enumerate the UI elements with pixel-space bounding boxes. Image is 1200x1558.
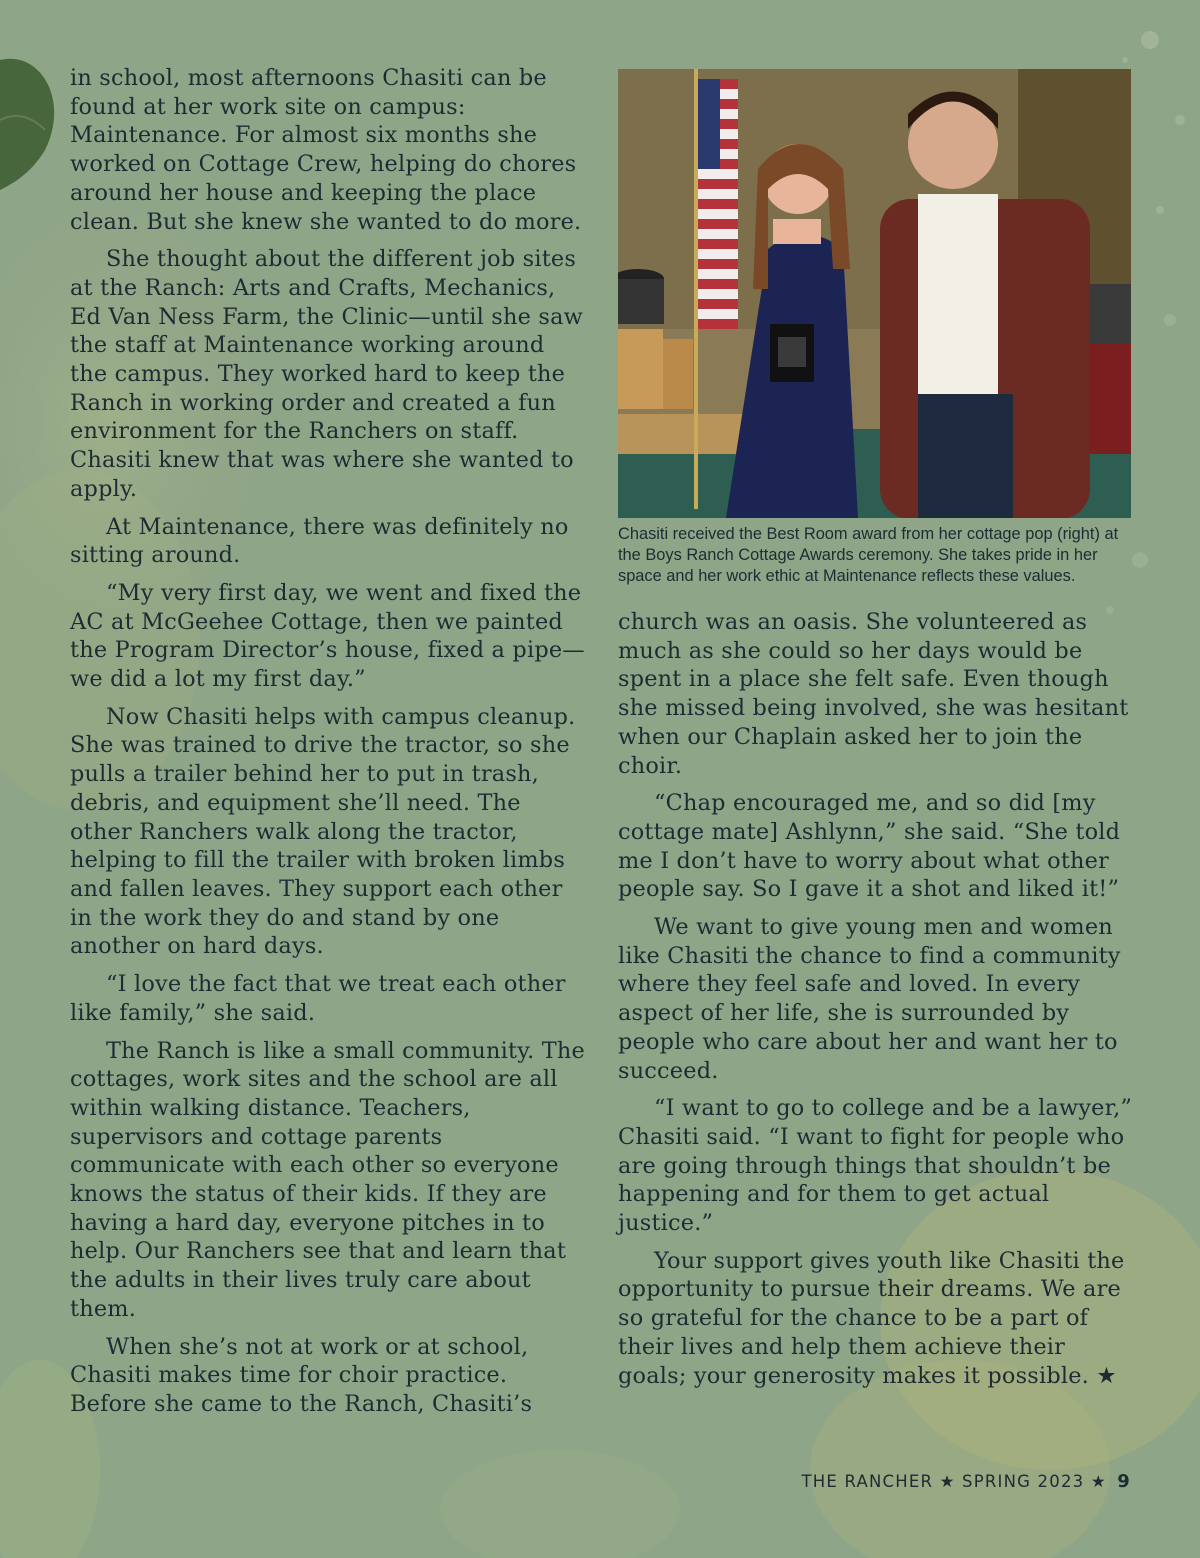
paragraph: At Maintenance, there was definitely no sitting around. (70, 513, 569, 569)
issue-label: SPRING 2023 (962, 1472, 1085, 1491)
paragraph: in school, most afternoons Chasiti can be found at her work site on campus: Maintenance. For almost six months she worked on Cottage Crew, helping do chores around her house and keeping the place clean. But she knew she wanted to do more. (70, 65, 582, 235)
paragraph-final (618, 1247, 1133, 1391)
page-footer (800, 1471, 1131, 1492)
photo-caption: Chasiti received the Best Room award from her cottage pop (right) at the Boys Ranch Cottage Awards ceremony. She takes pride in her space and her work ethic at Maintenance reflects these values. (618, 525, 1119, 585)
paragraph: “I love the fact that we treat each other like family,” she said. (70, 971, 566, 1026)
publication-name: THE RANCHER (801, 1472, 934, 1491)
paragraph: church was an oasis. She volunteered as much as she could so her days would be spent in a place she felt safe. Even though she missed being involved, she was hesitant when our Chaplain asked her to join the choir. (618, 609, 1129, 779)
paragraph: She thought about the different job sites at the Ranch: Arts and Crafts, Mechanics, Ed Van Ness Farm, the Clinic—until she saw the staff at Maintenance working around the campus. They worked hard to keep the Ranch in working order and created a fun environment for the Ranchers on staff. Chasiti knew that was where she wanted to apply. (70, 246, 583, 502)
star-separator-icon: ★ (1090, 1472, 1107, 1491)
award-photo (618, 69, 1131, 518)
end-star-icon: ★ (1096, 1362, 1117, 1389)
photo-illustration (618, 69, 1131, 518)
paragraph: “My very first day, we went and fixed the AC at McGeehee Cottage, then we painted the Program Director’s house, fixed a pipe—we did a lot my first day.” (70, 579, 585, 693)
paragraph: The Ranch is like a small community. The cottages, work sites and the school are all within walking distance. Teachers, supervisors and cottage parents communicate with each other so everyone knows the status of their kids. If they are having a hard day, everyone pitches in to help. Our Ranchers see that and learn that the adults in their lives truly care about them. (70, 1037, 585, 1322)
paragraph: “I want to go to college and be a lawyer,” Chasiti said. “I want to fight for people who are going through things that shouldn’t be happening and for them to get actual justice.” (618, 1095, 1133, 1237)
page-number: 9 (1117, 1471, 1131, 1492)
paragraph: “Chap encouraged me, and so did [my cottage mate] Ashlynn,” she said. “She told me I don’t have to worry about what other people say. So I gave it a shot and liked it!” (618, 790, 1121, 903)
right-column (618, 608, 1133, 1399)
paragraph: Now Chasiti helps with campus cleanup. She was trained to drive the tractor, so she pulls a trailer behind her to put in trash, debris, and equipment she’ll need. The other Ranchers walk along the tractor, helping to fill the trailer with broken limbs and fallen leaves. They support each other in the work they do and stand by one another on hard days. (70, 703, 576, 960)
paragraph-text: Your support gives youth like Chasiti the opportunity to pursue their dreams. We are so grateful for the chance to be a part of their lives and help them achieve their goals; your generosity makes it possible. (618, 1247, 1125, 1389)
paragraph: We want to give young men and women like Chasiti the chance to find a community where they feel safe and loved. In every aspect of her life, she is surrounded by people who care about her and want her to succeed. (618, 914, 1121, 1084)
paragraph: When she’s not at work or at school, Chasiti makes time for choir practice. Before she came to the Ranch, Chasiti’s (70, 1333, 533, 1417)
leaf-icon (0, 59, 54, 190)
star-separator-icon: ★ (939, 1472, 956, 1491)
left-column (70, 64, 585, 1428)
